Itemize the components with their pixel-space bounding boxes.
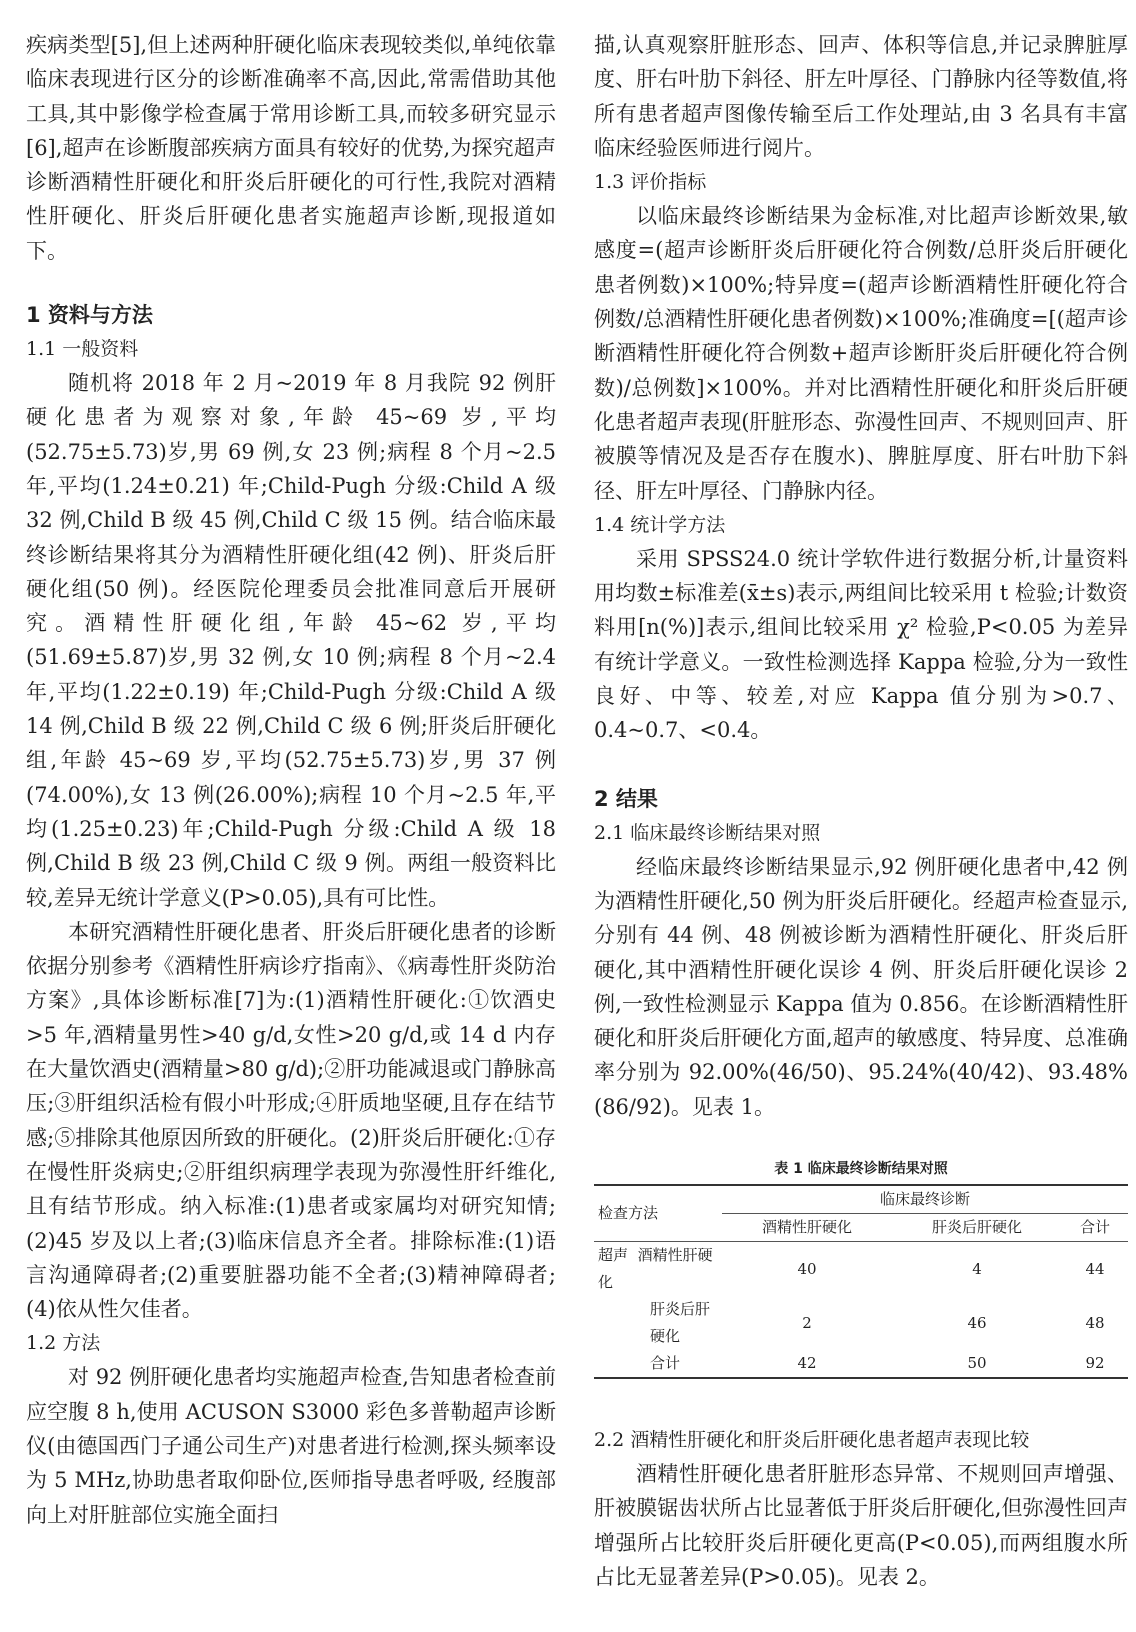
subsection-1-1-heading: 1.1 一般资料 [26,338,139,361]
intro-paragraph: 疾病类型[5],但上述两种肝硬化临床表现较类似,单纯依靠临床表现进行区分的诊断准确率不高,因此,常需借助其他工具,其中影像学检查属于常用诊断工具,而较多研究显示[6],超声在诊断腹部疾病方面具有较好的优势,为探究超声诊断酒精性肝硬化和肝炎后肝硬化的可行性,我院对酒精性肝硬化、肝炎后肝硬化患者实施超声诊断,现报道如下。 [26,33,556,263]
table-row-label: 酒精性肝硬化 [598,1246,713,1292]
paragraph-2-2: 酒精性肝硬化患者肝脏形态异常、不规则回声增强、肝被膜锯齿状所占比显著低于肝炎后肝硬化,但弥漫性回声增强所占比较肝炎后肝硬化更高(P<0.05),而两组腹水所占比无显著差异(P>0.05)。见表 2。 [594,1462,1128,1589]
table-row [594,1296,1128,1350]
right-column [594,28,1128,1594]
table-cell: 4 [972,1259,982,1278]
paragraph-1-2: 对 92 例肝硬化患者均实施超声检查,告知患者检查前应空腹 8 h,使用 ACUSON S3000 彩色多普勒超声诊断仪(由德国西门子通公司生产)对患者进行检测,探头频率设为 5 MHz,协助患者取仰卧位,医师指导患者呼吸, 经腹部向上对肝脏部位实施全面扫 [26,1365,556,1527]
paragraph-1-1-b: 本研究酒精性肝硬化患者、肝炎后肝硬化患者的诊断依据分别参考《酒精性肝病诊疗指南》、《病毒性肝炎防治方案》,具体诊断标准[7]为:(1)酒精性肝硬化:①饮酒史>5 年,酒精量男性>40 g/d,女性>20 g/d,或 14 d 内存在大量饮酒史(酒精量>80 g/d);②肝功能减退或门静脉高压;③肝组织活检有假小叶形成;④肝质地坚硬,且存在结节感;⑤排除其他原因所致的肝硬化。(2)肝炎后肝硬化:①存在慢性肝炎病史;②肝组织病理学表现为弥漫性肝纤维化,且有结节形成。纳入标准:(1)患者或家属均对研究知情;(2)45 岁及以上者;(3)临床信息齐全者。排除标准:(1)语言沟通障碍者;(2)重要脏器功能不全者;(3)精神障碍者;(4)依从性欠佳者。 [26,919,556,1322]
table-1 [594,1184,1128,1379]
table-col-header: 合计 [1062,1214,1128,1242]
section-1-heading: 1 资料与方法 [26,303,153,328]
table-header-group: 临床最终诊断 [722,1185,1128,1214]
table-col-header: 酒精性肝硬化 [722,1214,892,1242]
table-cell: 92 [1062,1350,1128,1378]
paragraph-1-2-continued: 描,认真观察肝脏形态、回声、体积等信息,并记录脾脏厚度、肝右叶肋下斜径、肝左叶厚径、门静脉内径等数值,将所有患者超声图像传输至后工作处理站,由 3 名具有丰富临床经验医师进行阅片。 [594,33,1128,160]
table-cell: 46 [967,1313,987,1332]
table-cell: 2 [802,1313,812,1332]
paragraph-1-4: 采用 SPSS24.0 统计学软件进行数据分析,计量资料用均数±标准差(x̄±s)表示,两组间比较采用 t 检验;计数资料用[n(%)]表示,组间比较采用 χ² 检验,P<0.05 为差异有统计学意义。一致性检测选择 Kappa 检验,分为一致性良好、中等、较差,对应 Kappa 值分别为>0.7、0.4~0.7、<0.4。 [594,546,1128,743]
table-cell: 48 [1085,1313,1105,1332]
table-1-caption: 表 1 临床最终诊断结果对照 [774,1161,948,1178]
table-cell: 42 [722,1350,892,1378]
table-row [594,1350,1128,1378]
table-method-label: 超声 [598,1246,629,1265]
table-col-header: 肝炎后肝硬化 [892,1214,1062,1242]
table-row [594,1242,1128,1297]
table-cell: 44 [1085,1259,1105,1278]
table-cell: 40 [797,1259,817,1278]
paragraph-1-1-a: 随机将 2018 年 2 月~2019 年 8 月我院 92 例肝硬化患者为观察对象,年龄 45~69 岁,平均(52.75±5.73)岁,男 69 例,女 23 例;病程 8 个月~2.5 年,平均(1.24±0.21) 年;Child-Pugh 分级:Child A 级 32 例,Child B 级 45 例,Child C 级 15 例。结合临床最终诊断结果将其分为酒精性肝硬化组(42 例)、肝炎后肝硬化组(50 例)。经医院伦理委员会批准同意后开展研究。酒精性肝硬化组,年龄 45~62 岁,平均(51.69±5.87)岁,男 32 例,女 10 例;病程 8 个月~2.4 年,平均(1.22±0.19) 年;Child-Pugh 分级:Child A 级 14 例,Child B 级 22 例,Child C 级 6 例;肝炎后肝硬化组,年龄 45~69 岁,平均(52.75±5.73)岁,男 37 例(74.00%),女 13 例(26.00%);病程 10 个月~2.5 年,平均(1.25±0.23)年;Child-Pugh 分级:Child A 级 18 例,Child B 级 23 例,Child C 级 9 例。两组一般资料比较,差异无统计学意义(P>0.05),具有可比性。 [26,371,556,910]
left-column [26,28,556,1532]
table-row-label: 肝炎后肝硬化 [650,1300,711,1346]
table-header-method: 检查方法 [594,1185,722,1242]
paragraph-2-1: 经临床最终诊断结果显示,92 例肝硬化患者中,42 例为酒精性肝硬化,50 例为肝炎后肝硬化。经超声检查显示,分别有 44 例、48 例被诊断为酒精性肝硬化、肝炎后肝硬化,其中酒精性肝硬化误诊 4 例、肝炎后肝硬化误诊 2 例,一致性检测显示 Kappa 值为 0.856。在诊断酒精性肝硬化和肝炎后肝硬化方面,超声的敏感度、特异度、总准确率分别为 92.00%(46/50)、95.24%(40/42)、93.48%(86/92)。见表 1。 [594,854,1128,1119]
subsection-2-2-heading: 2.2 酒精性肝硬化和肝炎后肝硬化患者超声表现比较 [594,1429,1030,1452]
subsection-1-2-heading: 1.2 方法 [26,1332,101,1355]
table-cell: 50 [892,1350,1062,1378]
subsection-1-3-heading: 1.3 评价指标 [594,171,707,194]
table-row-label: 合计 [594,1350,722,1378]
subsection-2-1-heading: 2.1 临床最终诊断结果对照 [594,821,821,844]
section-2-heading: 2 结果 [594,786,658,811]
paragraph-1-3: 以临床最终诊断结果为金标准,对比超声诊断效果,敏感度=(超声诊断肝炎后肝硬化符合例数/总肝炎后肝硬化患者例数)×100%;特异度=(超声诊断酒精性肝硬化符合例数/总酒精性肝硬化患者例数)×100%;准确度=[(超声诊断酒精性肝硬化符合例数+超声诊断肝炎后肝硬化符合例数)/总例数]×100%。并对比酒精性肝硬化和肝炎后肝硬化患者超声表现(肝脏形态、弥漫性回声、不规则回声、肝被膜等情况及是否存在腹水)、脾脏厚度、肝右叶肋下斜径、肝左叶厚径、门静脉内径。 [594,204,1128,503]
subsection-1-4-heading: 1.4 统计学方法 [594,513,726,536]
